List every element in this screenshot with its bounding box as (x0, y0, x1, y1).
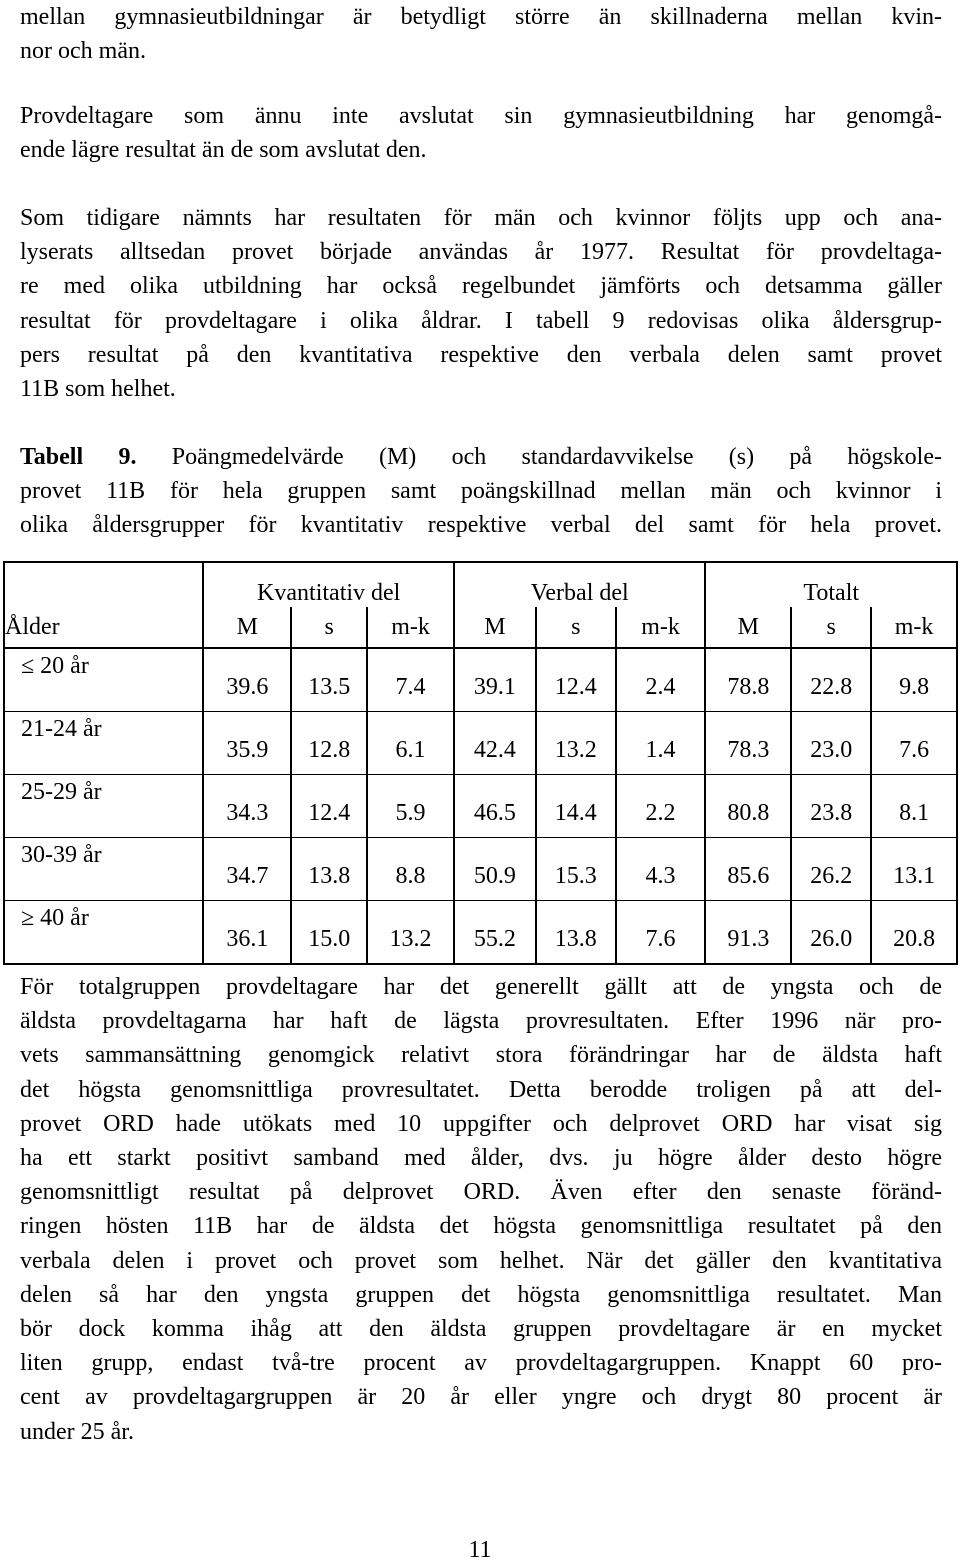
text-line: ringen hösten 11B har de äldsta det högsta genomsnittliga resultatet på den (20, 1213, 942, 1240)
age-cell: ≤ 20 år (4, 648, 203, 712)
text-line: resultat för provdeltagare i olika åldrar. I tabell 9 redovisas olika åldersgrup- (20, 307, 942, 334)
value-cell: 5.9 (367, 775, 454, 838)
value-cell: 23.8 (791, 775, 871, 838)
column-header: s (791, 607, 871, 648)
value-cell: 7.6 (871, 712, 957, 775)
text-line: provet 11B för hela gruppen samt poängskillnad mellan män och kvinnor i (20, 478, 942, 505)
value-cell: 1.4 (616, 712, 706, 775)
value-cell: 34.7 (203, 838, 291, 901)
table-row (4, 838, 957, 901)
age-header: Ålder (4, 607, 203, 648)
value-cell: 85.6 (705, 838, 791, 901)
caption-label: Tabell 9. (20, 444, 137, 470)
value-cell: 91.3 (705, 901, 791, 965)
value-cell: 50.9 (454, 838, 536, 901)
table-row (4, 901, 957, 965)
page-number: 11 (468, 1537, 492, 1563)
group-header-totalt: Totalt (705, 562, 957, 607)
value-cell: 20.8 (871, 901, 957, 965)
value-cell: 42.4 (454, 712, 536, 775)
column-header: M (454, 607, 536, 648)
text-line: ha ett starkt positivt samband med ålder, dvs. ju högre ålder desto högre (20, 1145, 942, 1172)
value-cell: 6.1 (367, 712, 454, 775)
text-line: nor och män. (20, 38, 146, 65)
value-cell: 13.8 (536, 901, 616, 965)
value-cell: 4.3 (616, 838, 706, 901)
column-header: M (203, 607, 291, 648)
paragraph-results (20, 201, 942, 406)
value-cell: 55.2 (454, 901, 536, 965)
text-line: 11B som helhet. (20, 376, 176, 403)
paragraph-intro (20, 0, 942, 68)
value-cell: 7.6 (616, 901, 706, 965)
value-cell: 78.3 (705, 712, 791, 775)
table-group-header (4, 562, 957, 607)
value-cell: 36.1 (203, 901, 291, 965)
text-line: pers resultat på den kvantitativa respektive den verbala delen samt provet (20, 341, 942, 368)
results-table (3, 561, 958, 965)
value-cell: 13.5 (291, 648, 367, 712)
text-line: cent av provdeltagargruppen är 20 år eller yngre och drygt 80 procent är (20, 1384, 942, 1411)
text-line: re med olika utbildning har också regelbundet jämförts och detsamma gäller (20, 273, 942, 300)
value-cell: 9.8 (871, 648, 957, 712)
text-line: Provdeltagare som ännu inte avslutat sin gymnasieutbildning har genomgå- (20, 103, 942, 129)
column-header: s (536, 607, 616, 648)
value-cell: 12.4 (291, 775, 367, 838)
caption-text: Poängmedelvärde (M) och standardavvikelse (s) på högskole- (171, 444, 942, 470)
value-cell: 13.2 (536, 712, 616, 775)
value-cell: 12.4 (536, 648, 616, 712)
table-caption (20, 440, 942, 543)
empty-header-cell (4, 562, 203, 607)
text-line: vets sammansättning genomgick relativt stora förändringar har de äldsta haft (20, 1042, 942, 1069)
paragraph-age-results (20, 970, 942, 1449)
value-cell: 46.5 (454, 775, 536, 838)
value-cell: 26.2 (791, 838, 871, 901)
text-line: lyserats alltsedan provet började användas år 1977. Resultat för provdeltaga- (20, 239, 942, 266)
value-cell: 13.1 (871, 838, 957, 901)
value-cell: 35.9 (203, 712, 291, 775)
value-cell: 8.1 (871, 775, 957, 838)
value-cell: 34.3 (203, 775, 291, 838)
text-line: under 25 år. (20, 1418, 134, 1445)
text-line: bör dock komma ihåg att den äldsta gruppen provdeltagare är en mycket (20, 1316, 942, 1343)
text-line: liten grupp, endast två-tre procent av provdeltagargruppen. Knappt 60 pro- (20, 1350, 942, 1377)
value-cell: 22.8 (791, 648, 871, 712)
column-header: m-k (871, 607, 957, 648)
table-row (4, 648, 957, 712)
age-cell: 21-24 år (4, 712, 203, 775)
table-column-header (4, 607, 957, 648)
table-row (4, 775, 957, 838)
value-cell: 13.8 (291, 838, 367, 901)
value-cell: 2.2 (616, 775, 706, 838)
value-cell: 12.8 (291, 712, 367, 775)
paragraph-gymnasium (20, 99, 942, 167)
column-header: s (291, 607, 367, 648)
value-cell: 13.2 (367, 901, 454, 965)
value-cell: 39.1 (454, 648, 536, 712)
value-cell: 80.8 (705, 775, 791, 838)
text-line: verbala delen i provet och provet som helhet. När det gäller den kvantitativa (20, 1247, 942, 1274)
text-line: genomsnittligt resultat på delprovet ORD. Även efter den senaste föränd- (20, 1179, 942, 1206)
text-line: provet ORD hade utökats med 10 uppgifter och delprovet ORD har visat sig (20, 1110, 942, 1137)
value-cell: 39.6 (203, 648, 291, 712)
value-cell: 2.4 (616, 648, 706, 712)
group-header-verbal: Verbal del (454, 562, 705, 607)
value-cell: 14.4 (536, 775, 616, 838)
value-cell: 26.0 (791, 901, 871, 965)
column-header: m-k (367, 607, 454, 648)
value-cell: 7.4 (367, 648, 454, 712)
text-line: olika åldersgrupper för kvantitativ respektive verbal del samt för hela provet. (20, 512, 942, 539)
age-cell: 25-29 år (4, 775, 203, 838)
text-line: delen så har den yngsta gruppen det högsta genomsnittliga resultatet. Man (20, 1281, 942, 1308)
text-line: Som tidigare nämnts har resultaten för män och kvinnor följts upp och ana- (20, 205, 942, 231)
value-cell: 8.8 (367, 838, 454, 901)
table-body (4, 648, 957, 964)
text-line: För totalgruppen provdeltagare har det generellt gällt att de yngsta och de (20, 974, 942, 1000)
text-line: äldsta provdeltagarna har haft de lägsta provresultaten. Efter 1996 när pro- (20, 1008, 942, 1035)
text-line (20, 440, 942, 474)
value-cell: 23.0 (791, 712, 871, 775)
text-line: det högsta genomsnittliga provresultatet. Detta berodde troligen på att del- (20, 1076, 942, 1103)
text-line: ende lägre resultat än de som avslutat den. (20, 137, 427, 164)
group-header-kvantitativ: Kvantitativ del (203, 562, 454, 607)
age-cell: ≥ 40 år (4, 901, 203, 965)
column-header: M (705, 607, 791, 648)
value-cell: 78.8 (705, 648, 791, 712)
value-cell: 15.3 (536, 838, 616, 901)
column-header: m-k (616, 607, 706, 648)
text-line: mellan gymnasieutbildningar är betydligt större än skillnaderna mellan kvin- (20, 4, 942, 30)
value-cell: 15.0 (291, 901, 367, 965)
age-cell: 30-39 år (4, 838, 203, 901)
table-row (4, 712, 957, 775)
